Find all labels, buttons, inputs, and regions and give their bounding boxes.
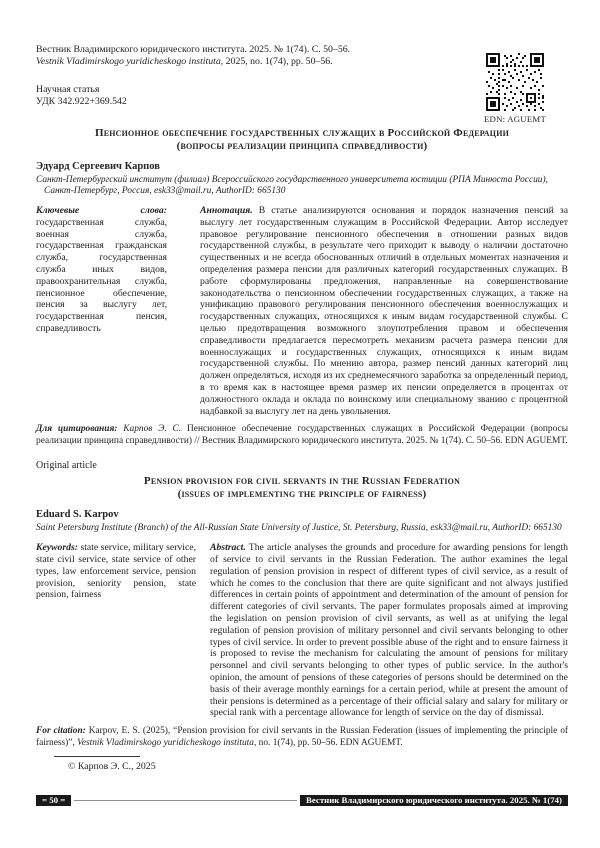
keywords-label-ru: Ключевые слова: bbox=[36, 205, 167, 216]
article-title-ru-line2: (вопросы реализации принципа справедливости) bbox=[176, 140, 428, 152]
russian-section bbox=[36, 127, 568, 447]
article-type-ru: Научная статья bbox=[36, 84, 100, 95]
for-citation-author-ru: Карпов Э. С. bbox=[123, 424, 182, 435]
masthead bbox=[36, 44, 568, 124]
abstract-ru bbox=[200, 205, 568, 417]
article-title-en bbox=[36, 475, 568, 501]
footer-divider bbox=[74, 800, 297, 801]
edn-code: EDN: AGUEMT bbox=[483, 114, 547, 124]
keywords-abstract-en bbox=[36, 542, 568, 719]
journal-citation-translit-title: Vestnik Vladimirskogo yuridicheskogo instituta bbox=[36, 56, 221, 67]
english-section bbox=[36, 460, 568, 749]
page-footer bbox=[36, 795, 568, 806]
qr-code-icon bbox=[486, 53, 544, 111]
abstract-text-ru: В статье анализируются основания и порядок назначения пенсий за выслугу лет государственным служащим в Российской Федерации. Автор исследует правовое регулирование пенсионного обеспечения в отношении разных видов государственной службы, в результате чего приходит к выводу о наличии достаточно существенных и не всегда обоснованных отличий в отдельных моментах назначения и определения размера пенсии для различных категорий государственных служащих. В работе сформулированы предложения, направленные на совершенствование законодательства о пенсионном обеспечении государственных служащих, а также на унификацию правового регулирования пенсионного обеспечения военнослужащих и государственных служащих, относящихся к иным видам государственной службы. С целью предотвращения возможного злоупотребления правом и обеспечения справедливости предлагается пересмотреть механизм расчета размера пенсии для военнослужащих и государственных служащих, относящихся к иным видам государственной службы. По мнению автора, размер пенсий данных категорий лиц должен определяться, исходя из их среднемесячного заработка за определенный период, в то время как в настоящее время размер их пенсии определяется в процентах от должностного оклада и оклада по воинскому или специальному званию с процентной надбавкой за выслугу лет на день увольнения. bbox=[200, 205, 569, 417]
keywords-label-en: Keywords: bbox=[36, 542, 78, 554]
keywords-en bbox=[36, 542, 196, 719]
for-citation-en bbox=[36, 726, 568, 749]
for-citation-ru bbox=[36, 424, 568, 447]
for-citation-text1-en: Karpov, E. S. (2025), “Pension provision for civil servants in the Russian Federation (issues of implementing the principle of fairness)”, bbox=[36, 726, 569, 748]
article-type-en: Original article bbox=[36, 460, 97, 472]
article-title-ru bbox=[36, 127, 568, 153]
qr-block bbox=[482, 53, 548, 125]
journal-footer-badge: Вестник Владимирского юридического института. 2025. № 1(74) bbox=[300, 795, 568, 806]
abstract-label-en: Abstract. bbox=[210, 542, 246, 554]
article-title-ru-line1: Пенсионное обеспечение государственных служащих в Российской Федерации bbox=[94, 127, 510, 139]
article-title-en-line1: Pension provision for civil servants in the Russian Federation bbox=[143, 475, 461, 488]
keywords-text-ru: государственная служба, военная служба, государственная гражданская служба, государственная служба иных видов, правоохранительная служба, пенсионное обеспечение, пенсия за выслугу лет, государственная пенсия, справедливость bbox=[36, 216, 167, 334]
copyright-text: © Карпов Э. С., 2025 bbox=[68, 760, 156, 772]
page-number-badge: = 50 = bbox=[36, 795, 71, 806]
copyright-divider bbox=[54, 756, 140, 757]
article-title-en-line2: (issues of implementing the principle of fairness) bbox=[177, 488, 427, 501]
abstract-label-ru: Аннотация. bbox=[200, 205, 253, 216]
keywords-ru bbox=[36, 205, 167, 417]
for-citation-text-ru: Пенсионное обеспечение государственных служащих в Российской Федерации (вопросы реализации принципа справедливости) // Вестник Владимирского юридического института. 2025. № 1(74). С. 50–56. EDN AGUEMT. bbox=[36, 424, 569, 446]
for-citation-label-ru: Для цитирования: bbox=[36, 424, 118, 435]
journal-citation-translit-rest: , 2025, no. 1(74), pp. 50–56. bbox=[220, 56, 333, 67]
keywords-text-en: state service, military service, state civil service, state service of other types, law enforcement service, pension provision, seniority pension, state pension, fairness bbox=[36, 542, 196, 601]
abstract-en bbox=[210, 542, 568, 719]
author-affiliation-en: Saint Petersburg Institute (Branch) of the All-Russian State University of Justice, St. Petersburg, Russia, esk33@mail.ru, AuthorID: 665130 bbox=[36, 523, 562, 534]
journal-citation-ru: Вестник Владимирского юридического института. 2025. № 1(74). С. 50–56. bbox=[36, 44, 351, 55]
keywords-abstract-ru bbox=[36, 205, 568, 417]
for-citation-journal-en: Vestnik Vladimirskogo yuridicheskogo instituta bbox=[77, 737, 254, 748]
for-citation-label-en: For citation: bbox=[36, 726, 86, 737]
author-affiliation-ru: Санкт-Петербургский институт (филиал) Всероссийского государственного университета юстиции (РПА Минюста России), Санкт-Петербург, Россия, esk33@mail.ru, AuthorID: 665130 bbox=[36, 175, 548, 196]
udc-code: УДК 342.922+369.542 bbox=[36, 96, 127, 107]
for-citation-text2-en: , no. 1(74), pp. 50–56. EDN AGUEMT. bbox=[253, 737, 403, 748]
abstract-text-en: The article analyses the grounds and procedure for awarding pensions for length of service to civil servants in the Russian Federation. The author examines the legal regulation of pension provision in respect of different types of civil service, as a result of which he comes to the conclusion that there are quite significant and not always justified differences in certain points of appointment and determination of the amount of pension for different categories of civil servants. The paper formulates proposals aimed at improving the legislation on pension provision of civil servants, as well as at unifying the legal regulation of pension provision of military personnel and civil servants belonging to other types of civil service. In order to prevent possible abuse of the right and to ensure fairness it is proposed to revise the mechanism for calculating the amount of pensions for military personnel and civil servants belonging to other types of public service. In the author's opinion, the amount of pensions of these categories of persons should be determined on the basis of their average monthly earnings for a certain period, while at present the amount of their pensions is determined as a percentage of their official salary and salary for military or special rank with a percentage allowance for length of service on the day of dismissal. bbox=[210, 542, 568, 719]
author-name-en: Eduard S. Karpov bbox=[36, 509, 119, 521]
author-name-ru: Эдуард Сергеевич Карпов bbox=[36, 161, 160, 172]
copyright-block bbox=[36, 756, 568, 772]
